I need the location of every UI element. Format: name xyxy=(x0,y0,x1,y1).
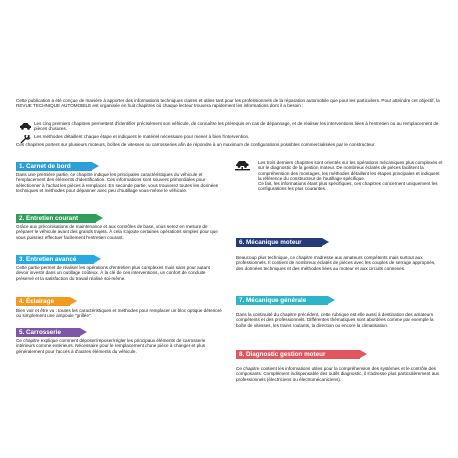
section-header-eclairage: 4. Éclairage xyxy=(16,297,70,306)
section-text-carnet-de-bord: Dans une première partie, ce chapitre indique les principales caractéristiques du véhicule et l'emplacement des éléments d'identification. Ces informations sont souvent primordiales pour sélectionner à l'achat les pièces à remplacer. En seconde partie, vous trouverez toutes les données techniques et méthodes pour dépanner avec peu d'outillage vous-même le véhicule. xyxy=(16,172,219,193)
section-text-mecanique-moteur: Beaucoup plus technique, ce chapitre s'adresse aux amateurs compétents mais surtout aux professionnels. Il contient de nombreux éclatés de pièces avec les couples de serrage appropriés, des données techniques et des méthodes liées au moteur et aux circuits connexes. xyxy=(236,255,436,271)
section-header-diagnostic-gestion-moteur: 8. Diagnostic gestion moteur xyxy=(236,350,360,359)
intro-configurations: Ces chapitres portent sur plusieurs moteurs, boîtes de vitesses ou carrosseries afin de répondre à un maximum de configurations possibles commercialisées par le constructeur. xyxy=(16,142,376,147)
section-header-entretien-avance: 3. Entretien avancé xyxy=(16,255,94,264)
intro-row-text: Les cinq premiers chapitres permettent d'identifier précisément son véhicule, de connaître les prérequis en cas de dépannage, et de réaliser les interventions liées à l'entretien ou au remplacement de pièces d'usures. xyxy=(34,121,439,132)
intro-row-identification xyxy=(16,121,446,132)
section-header-mecanique-moteur: 6. Mécanique moteur xyxy=(236,238,322,247)
car-icon xyxy=(16,121,34,130)
section-header-entretien-courant: 2. Entretien courant xyxy=(16,214,96,223)
section-text-diagnostic-gestion-moteur: Ce chapitre contient les informations utiles pour la compréhension des systèmes et le contrôle des composants. Complément indispensable des outils diagnostic, il s'adresse plus particulièrement aux professionnels (électriciens ou électromécaniciens). xyxy=(236,366,440,382)
section-header-carrosserie: 5. Carrosserie xyxy=(16,328,80,337)
right-intro: Les trois derniers chapitres sont orientés sur les opérations mécaniques plus complexes et sur le diagnostic de la gestion moteur. De nombreux éclatés de pièces facilitent la compréhension des montages, les méthodes détaillent les étapes principales et indiquent la référence du constructeur de l'outillage spécifique. Ce fait, les informations étant plus spécifiques, ces chapitres concernent uniquement les configurations les plus courantes. xyxy=(258,160,443,192)
section-text-entretien-avance: Cette partie permet de réaliser les opérations d'entretien plus complexes mais sans pour autant devoir investir dans un outillage coûteux. À la clé de ces interventions, un confort de conduite préservé et la satisfaction du travail réalisé soi-même. xyxy=(16,265,210,281)
section-text-carrosserie: Ce chapitre explique comment déposer/reposer/régler les principaux éléments de carrosserie intérieurs comme extérieurs. Nécessaire pour le remplacement d'une pièce à changer et plus généralement pour l'accès à d'autres éléments du véhicule. xyxy=(16,338,206,354)
section-text-eclairage: Bien voir et être vu : toutes les caractéristiques et méthodes pour remplacer un bloc optique déterioré ou simplement une ampoule "grillée". xyxy=(16,308,222,319)
section-text-entretien-courant: Grâce aux préconisations de maintenance et aux contrôles de base, vous serez en mesure de préparer le véhicule avant des grands trajets. À cela s'ajoute certaines opérations simples pour que vous puissiez effectuer facilement l'entretien courant. xyxy=(16,224,218,240)
intro-paragraph: Cette publication a été conçue de manière à apporter des informations techniques claires et utiles tant pour les professionnels de la réparation automobile que pour les particuliers. Pour atteindre cet objectif, la REVUE TECHNIQUE AUTOMOBILE est organisée en huit chapitres où chaque lecteur trouvera rapidement les informations dont il a besoin : xyxy=(16,98,440,109)
car-lift-icon xyxy=(234,159,251,177)
section-header-mecanique-generale: 7. Mécanique générale xyxy=(236,296,328,305)
section-text-mecanique-generale: Dans la continuité du chapitre précédent, cette rubrique est elle aussi à destination des amateurs compétents et des professionnels. Différentes thématiques sont abordées comme par exemple la boîte de vitesses, les trains roulants, la direction ou encore la climatisation. xyxy=(236,312,434,328)
intro-row-text: Les méthodes détaillent chaque étape et indiquent le matériel nécessaire pour mener à bien l'intervention. xyxy=(34,134,250,139)
section-header-carnet-de-bord: 1. Carnet de bord xyxy=(16,162,92,171)
